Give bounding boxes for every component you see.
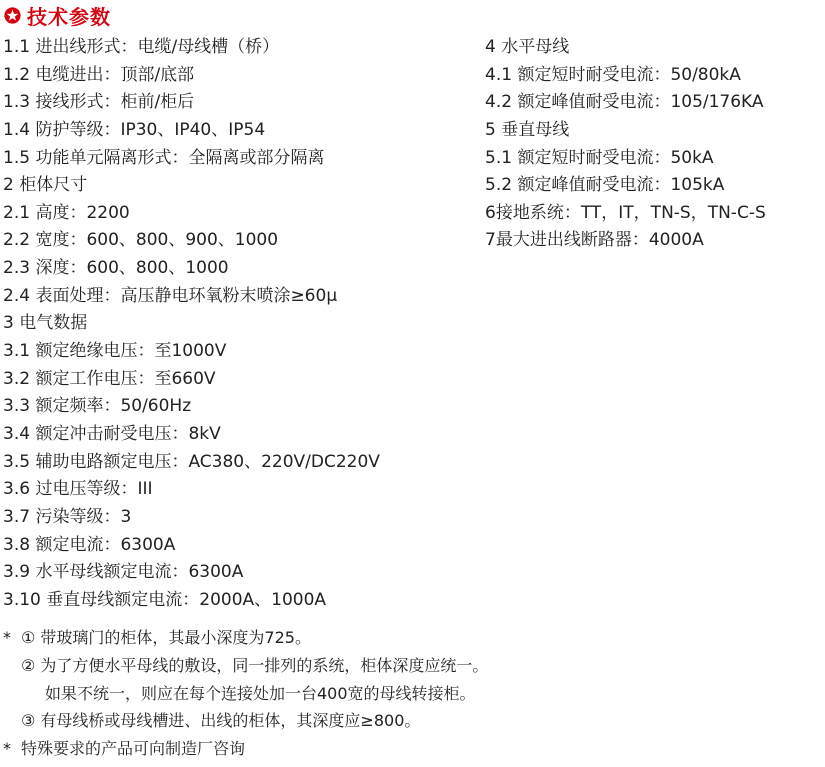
spec-item: 3.5 辅助电路额定电压：AC380、220V/DC220V xyxy=(3,451,380,472)
note-line xyxy=(3,707,813,735)
notes-section xyxy=(3,624,813,763)
spec-list-right xyxy=(485,34,825,255)
star-circle-icon xyxy=(4,7,21,24)
note-line xyxy=(3,735,813,763)
spec-item: 3.2 额定工作电压：至660V xyxy=(3,368,216,389)
spec-item: 3.6 过电压等级：III xyxy=(3,479,153,500)
spec-section-heading: 2 柜体尺寸 xyxy=(3,175,88,196)
spec-item: 3.10 垂直母线额定电流：2000A、1000A xyxy=(3,589,327,610)
note-text: 特殊要求的产品可向制造厂咨询 xyxy=(21,739,246,759)
spec-item: 3.7 污染等级：3 xyxy=(3,506,132,527)
spec-section-heading: 3 电气数据 xyxy=(3,313,88,334)
spec-section-heading: 4 水平母线 xyxy=(485,37,570,57)
spec-item: 3.9 水平母线额定电流：6300A xyxy=(3,562,244,583)
spec-item: 4.2 额定峰值耐受电流：105/176KA xyxy=(485,92,764,113)
asterisk-marker: * xyxy=(3,739,11,759)
spec-item: 3.8 额定电流：6300A xyxy=(3,534,176,555)
spec-item: 1.3 接线形式：柜前/柜后 xyxy=(3,92,195,113)
spec-item: 4.1 额定短时耐受电流：50/80kA xyxy=(485,64,741,85)
asterisk-marker: * xyxy=(3,628,11,647)
spec-item: 5.2 额定峰值耐受电流：105kA xyxy=(485,175,725,196)
section-header xyxy=(4,0,111,30)
spec-item: 3.1 额定绝缘电压：至1000V xyxy=(3,341,227,362)
spec-section-heading: 5 垂直母线 xyxy=(485,119,570,140)
spec-item: 5.1 额定短时耐受电流：50kA xyxy=(485,147,714,168)
note-text: 如果不统一，则应在每个连接处加一台400宽的母线转接柜。 xyxy=(45,683,476,703)
spec-item: 3.4 额定冲击耐受电压：8kV xyxy=(3,423,221,444)
spec-item: 2.4 表面处理：高压静电环氧粉末喷涂≥60μ xyxy=(3,285,338,306)
spec-list-left xyxy=(3,34,473,614)
spec-item: 1.5 功能单元隔离形式：全隔离或部分隔离 xyxy=(3,147,325,168)
note-line xyxy=(3,652,813,680)
section-title: 技术参数 xyxy=(27,4,111,29)
note-text: ③ 有母线桥或母线槽进、出线的柜体，其深度应≥800。 xyxy=(21,711,421,731)
spec-item: 1.1 进出线形式：电缆/母线槽（桥） xyxy=(3,37,280,57)
spec-item: 6接地系统：TT，IT，TN-S，TN-C-S xyxy=(485,202,766,223)
spec-item: 1.2 电缆进出：顶部/底部 xyxy=(3,64,195,85)
note-text: ① 带玻璃门的柜体，其最小深度为725。 xyxy=(21,628,311,647)
spec-item: 3.3 额定频率：50/60Hz xyxy=(3,396,192,417)
note-text: ② 为了方便水平母线的敷设，同一排列的系统，柜体深度应统一。 xyxy=(21,655,489,675)
spec-item: 7最大进出线断路器：4000A xyxy=(485,230,704,251)
spec-item: 2.3 深度：600、800、1000 xyxy=(3,258,229,279)
spec-item: 2.1 高度：2200 xyxy=(3,202,130,223)
spec-item: 2.2 宽度：600、800、900、1000 xyxy=(3,230,279,251)
spec-item: 1.4 防护等级：IP30、IP40、IP54 xyxy=(3,119,266,140)
note-line xyxy=(3,624,813,652)
note-line xyxy=(3,680,813,708)
